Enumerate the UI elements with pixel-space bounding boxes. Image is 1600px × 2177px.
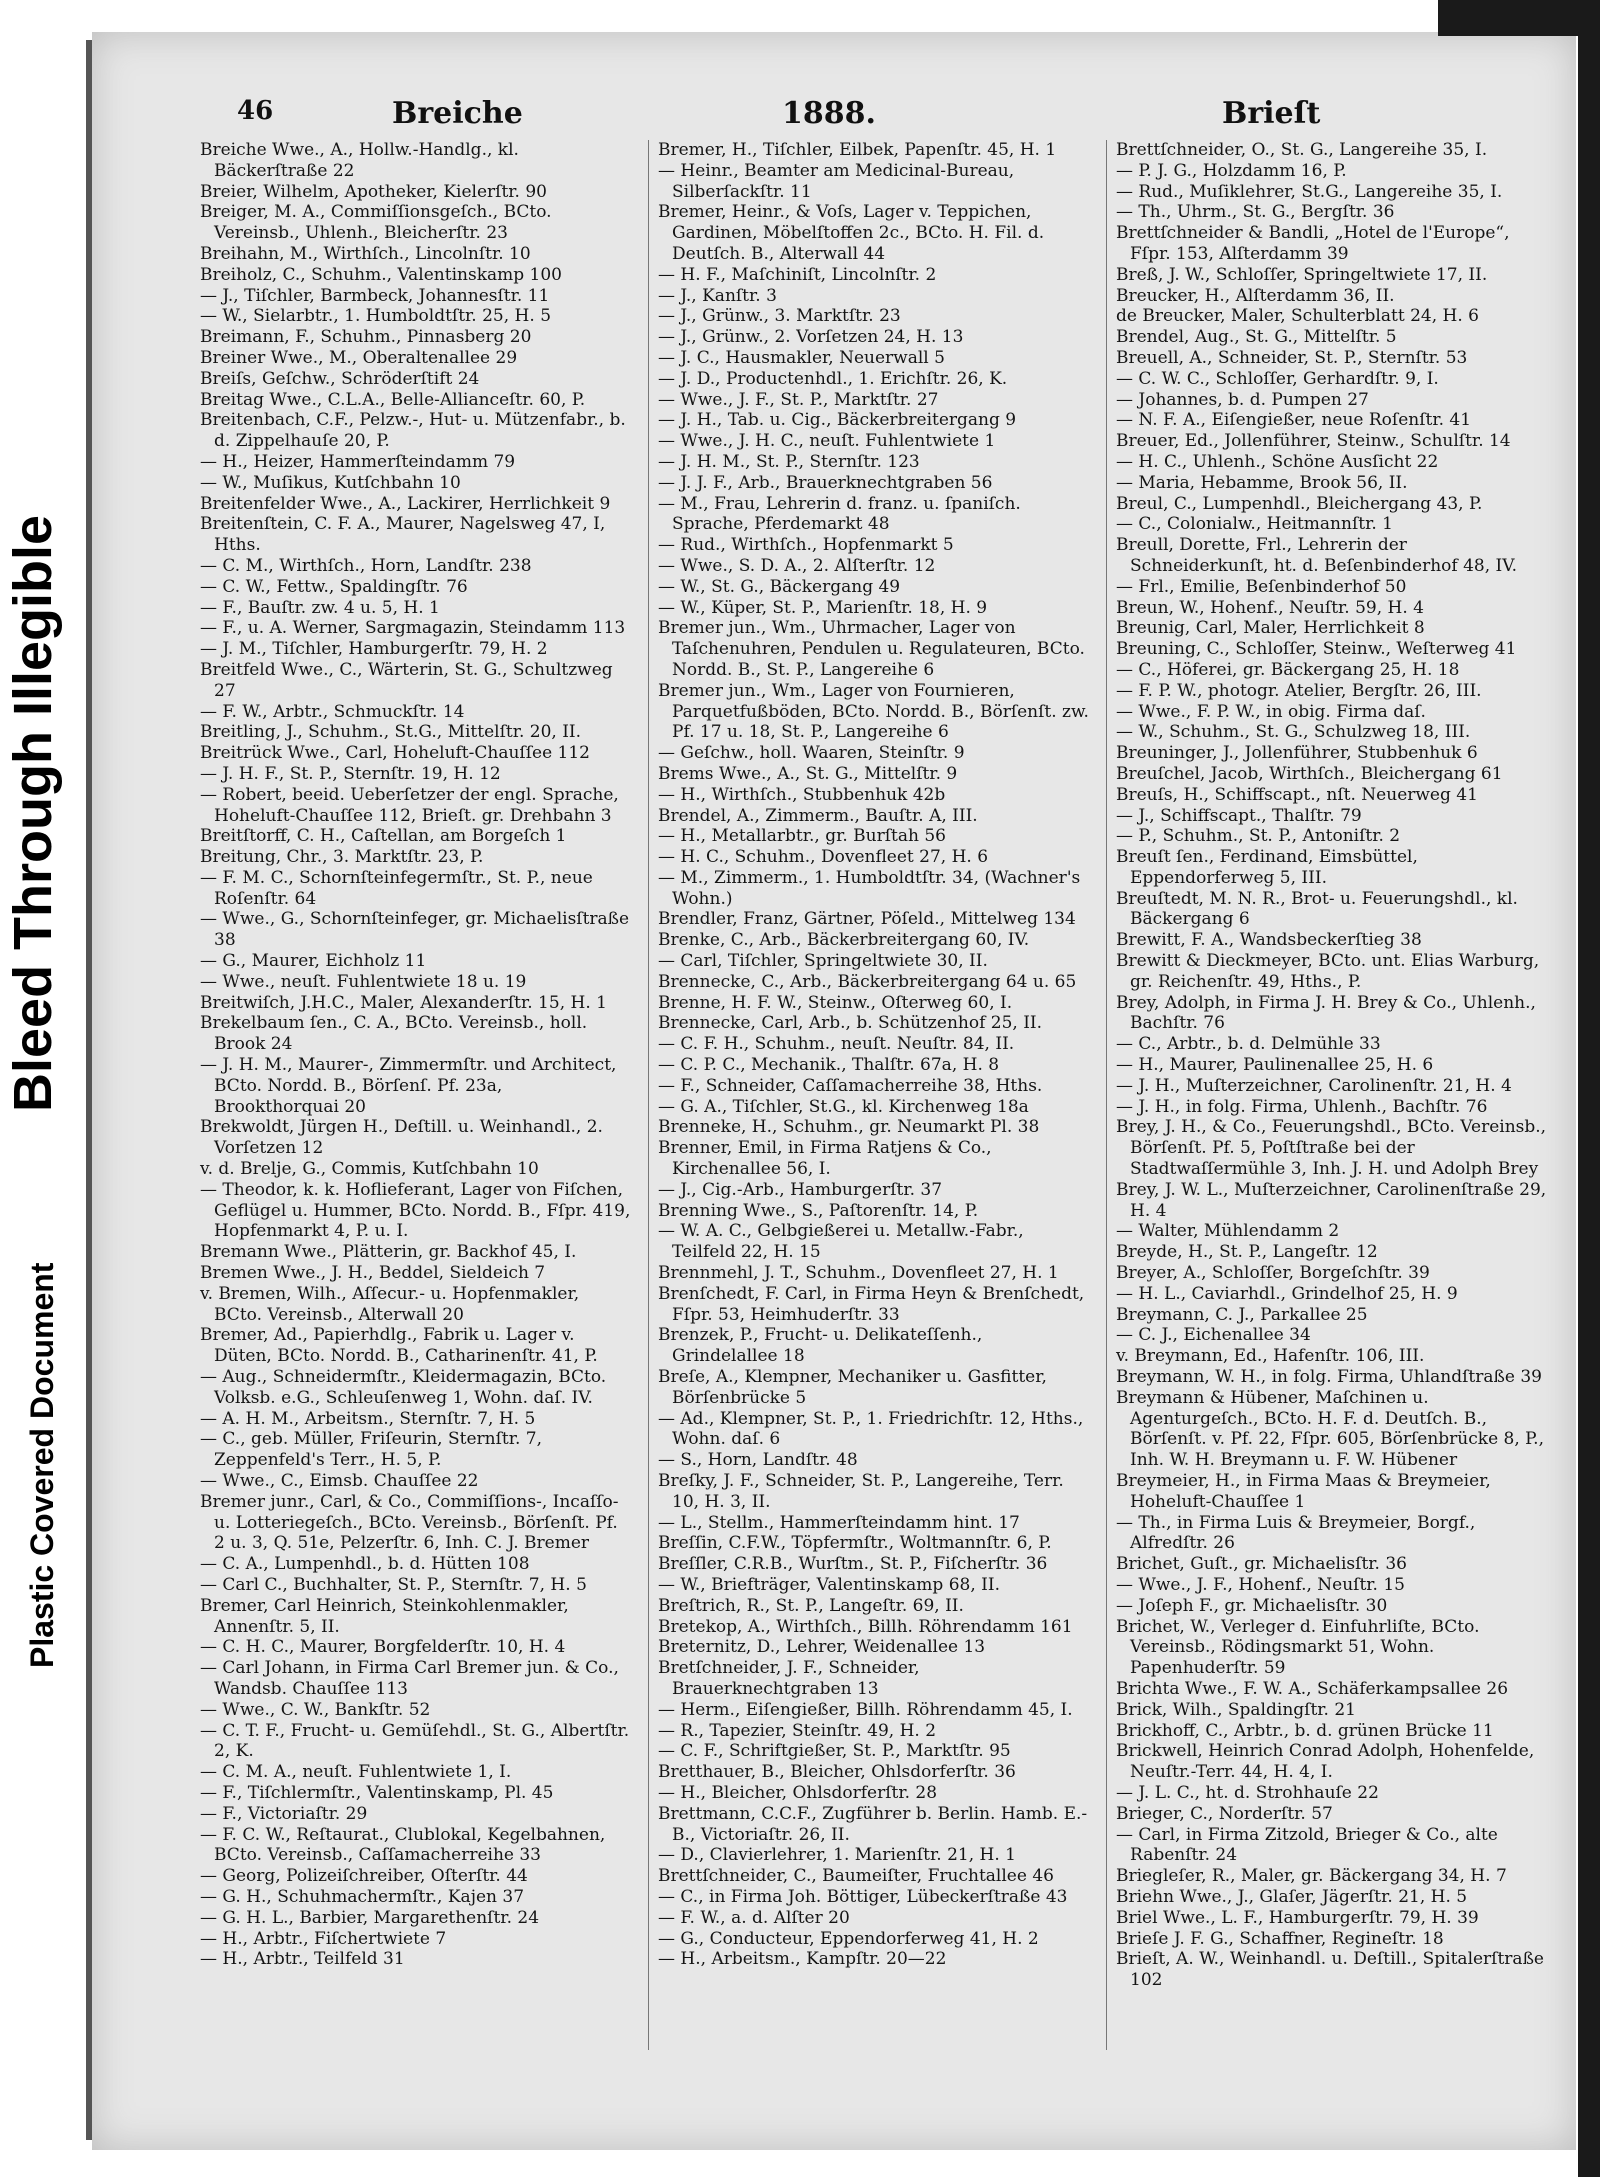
plastic-covered-label: Plastic Covered Document <box>24 1262 60 1668</box>
directory-entry: — Rud., Wirthſch., Hopfenmarkt 5 <box>658 535 954 556</box>
directory-entry: Brettmann, C.C.F., Zugführer b. Berlin. Hamb. E.-B., Victoriaſtr. 26, II. <box>658 1803 1088 1845</box>
directory-entry: Bremer, Heinr., & Voſs, Lager v. Teppichen, Gardinen, Möbelſtoffen 2c., BCto. H. Fil. d. Deutſch. B., Alterwall 44 <box>658 202 1045 264</box>
directory-entry: — P., Schuhm., St. P., Antoniſtr. 2 <box>1116 826 1401 847</box>
directory-entry: Bretſchneider, J. F., Schneider, Brauerknechtgraben 13 <box>658 1658 920 1699</box>
directory-entry: — F., Schneider, Caſſamacherreihe 38, Hths. <box>658 1075 1043 1096</box>
directory-entry: — J. H. M., Maurer-, Zimmermſtr. und Architect, BCto. Nordd. B., Börſenſ. Pf. 23a, Brookthorquai 20 <box>200 1055 617 1117</box>
directory-entry: Brenner, Emil, in Firma Ratjens & Co., Kirchenallee 56, I. <box>658 1138 992 1180</box>
directory-entry: Brenzek, P., Frucht- u. Delikateſſenh., Grindelallee 18 <box>658 1325 983 1367</box>
directory-entry: — H., Metallarbtr., gr. Burſtah 56 <box>658 826 946 847</box>
directory-entry: — C. F. H., Schuhm., neuſt. Neuſtr. 84, II. <box>658 1034 1015 1055</box>
directory-entry: — J. C., Hausmakler, Neuerwall 5 <box>658 347 945 368</box>
directory-entry: Briel Wwe., L. F., Hamburgerſtr. 79, H. 39 <box>1116 1907 1479 1928</box>
directory-entry: Breymann, W. H., in folg. Firma, Uhlandſtraße 39 <box>1116 1367 1542 1388</box>
directory-entry: Brettſchneider & Bandli, „Hotel de l'Europe“, Fſpr. 153, Alſterdamm 39 <box>1116 223 1510 264</box>
directory-entry: — G. H., Schuhmachermſtr., Kajen 37 <box>200 1886 525 1907</box>
scan-top-corner <box>1438 0 1578 36</box>
directory-entry: Breymann & Hübener, Maſchinen u. Agenturgeſch., BCto. H. F. d. Deutſch. B., Börſenſt. v. Pf. 22, Fſpr. 605, Börſenbrücke 8, P., Inh. W. H. Breymann u. F. W. Hübener <box>1116 1387 1544 1471</box>
directory-entry: Breitenfelder Wwe., A., Lackirer, Herrlichkeit 9 <box>200 493 611 514</box>
directory-entry: Bremer, H., Tiſchler, Eilbek, Papenſtr. 45, H. 1 <box>658 140 1057 160</box>
directory-entry: Breull, Dorette, Frl., Lehrerin der Schneiderkunſt, ht. d. Beſenbinderhof 48, IV. <box>1116 535 1517 576</box>
directory-entry: Breucker, H., Alſterdamm 36, II. <box>1116 285 1395 306</box>
directory-entry: Bremen Wwe., J. H., Beddel, Sieldeich 7 <box>200 1263 546 1284</box>
directory-entry: — J. D., Productenhdl., 1. Erichſtr. 26, K. <box>658 368 1008 389</box>
directory-entry: Breuſtedt, M. N. R., Brot- u. Feuerungshdl., kl. Bäckergang 6 <box>1116 888 1518 930</box>
directory-entry: — W., Küper, St. P., Marienſtr. 18, H. 9 <box>658 597 988 618</box>
directory-entry: v. Breymann, Ed., Hafenſtr. 106, III. <box>1116 1346 1425 1367</box>
directory-entry: — W., Sielarbtr., 1. Humboldtſtr. 25, H. 5 <box>200 306 552 327</box>
directory-entry: — J. H., Muſterzeichner, Carolinenſtr. 21, H. 4 <box>1116 1075 1512 1096</box>
directory-entry: — Ad., Klempner, St. P., 1. Friedrichſtr. 12, Hths., Wohn. daſ. 6 <box>658 1408 1084 1450</box>
directory-entry: Breuſs, H., Schiffscapt., nſt. Neuerweg 41 <box>1116 784 1478 805</box>
directory-entry: Breitag Wwe., C.L.A., Belle-Allianceſtr. 60, P. <box>200 389 586 410</box>
directory-entry: — Rud., Muſiklehrer, St.G., Langereihe 35, I. <box>1116 181 1503 202</box>
directory-entry: Brettſchneider, C., Baumeiſter, Fruchtallee 46 <box>658 1866 1054 1887</box>
directory-entry: Breihahn, M., Wirthſch., Lincolnſtr. 10 <box>200 243 531 264</box>
directory-entry: — C., Colonialw., Heitmannſtr. 1 <box>1116 514 1393 535</box>
scan-margin <box>0 0 86 2177</box>
directory-entry: Briehn Wwe., J., Glaſer, Jägerſtr. 21, H. 5 <box>1116 1886 1468 1907</box>
directory-entry: — F. C. W., Reſtaurat., Clublokal, Kegelbahnen, BCto. Vereinsb., Caſſamacherreihe 33 <box>200 1824 606 1866</box>
directory-page <box>92 32 1576 2150</box>
directory-entry: Bremer jun., Wm., Lager von Fournieren, Parquetfußböden, BCto. Nordd. B., Börſenſt. zw. Pf. 17 u. 18, St. P., Langereihe 6 <box>658 680 1089 743</box>
directory-entry: de Breucker, Maler, Schulterblatt 24, H. 6 <box>1116 306 1479 327</box>
directory-entry: — J., Cig.-Arb., Hamburgerſtr. 37 <box>658 1179 943 1200</box>
directory-entry: — Wwe., S. D. A., 2. Alſterſtr. 12 <box>658 555 936 576</box>
header-year: 1888. <box>782 96 876 131</box>
directory-entry: — H., Maurer, Paulinenallee 25, H. 6 <box>1116 1055 1434 1076</box>
directory-entry: Brenſchedt, F. Carl, in Firma Heyn & Brenſchedt, Fſpr. 53, Heimhuderſtr. 33 <box>658 1283 1085 1325</box>
directory-entry: — H. C., Uhlenh., Schöne Ausſicht 22 <box>1116 451 1439 472</box>
directory-entry: Brewitt, F. A., Wandsbeckerſtieg 38 <box>1116 930 1422 951</box>
directory-entry: — W., Briefträger, Valentinskamp 68, II. <box>658 1574 1000 1595</box>
directory-entry: — W., St. G., Bäckergang 49 <box>658 576 901 597</box>
directory-entry: Brenke, C., Arb., Bäckerbreitergang 60, IV. <box>658 930 1030 951</box>
directory-entry: Breß, J. W., Schloſſer, Springeltwiete 17, II. <box>1116 264 1488 285</box>
directory-entry: Breſtrich, R., St. P., Langeſtr. 69, II. <box>658 1595 964 1616</box>
directory-entry: — Wwe., neuſt. Fuhlentwiete 18 u. 19 <box>200 971 527 992</box>
directory-entry: Brettſchneider, O., St. G., Langereihe 35, I. <box>1116 140 1488 160</box>
directory-entry: — Herm., Eiſengießer, Billh. Röhrendamm 45, I. <box>658 1699 1073 1720</box>
directory-entry: — J., Grünw., 2. Vorſetzen 24, H. 13 <box>658 327 964 348</box>
directory-entry: Brendel, A., Zimmerm., Bauſtr. A, III. <box>658 805 978 826</box>
directory-entry: — C., Höferei, gr. Bäckergang 25, H. 18 <box>1116 659 1460 680</box>
directory-entry: — F., u. A. Werner, Sargmagazin, Steindamm 113 <box>200 618 626 639</box>
directory-entry: Breuninger, J., Jollenführer, Stubbenhuk 6 <box>1116 743 1478 764</box>
directory-entry: Brekelbaum ſen., C. A., BCto. Vereinsb., holl. Brook 24 <box>200 1013 588 1055</box>
directory-entry: Breitfeld Wwe., C., Wärterin, St. G., Schultzweg 27 <box>200 659 613 701</box>
directory-entry: — Aug., Schneidermſtr., Kleidermagazin, BCto. Volksb. e.G., Schleuſenweg 1, Wohn. daſ. IV. <box>200 1367 607 1408</box>
directory-entry: Breier, Wilhelm, Apotheker, Kielerſtr. 90 <box>200 181 547 202</box>
directory-entry: Brickwell, Heinrich Conrad Adolph, Hohenfelde, Neuſtr.-Terr. 44, H. 4, I. <box>1116 1741 1535 1783</box>
directory-entry: — C. W., Fettw., Spaldingſtr. 76 <box>200 576 468 597</box>
column-1 <box>200 140 632 1970</box>
directory-entry: v. d. Brelje, G., Commis, Kutſchbahn 10 <box>200 1159 539 1180</box>
directory-entry: — C. J., Eichenallee 34 <box>1116 1325 1311 1346</box>
directory-entry: Brey, J. W. L., Muſterzeichner, Carolinenſtraße 29, H. 4 <box>1116 1179 1547 1221</box>
directory-entry: Breyer, A., Schloſſer, Borgeſchſtr. 39 <box>1116 1263 1430 1284</box>
directory-entry: — A. H. M., Arbeitsm., Sternſtr. 7, H. 5 <box>200 1408 536 1429</box>
directory-entry: Bremann Wwe., Plätterin, gr. Backhof 45, I. <box>200 1242 577 1263</box>
directory-entry: Breun, W., Hohenf., Neuſtr. 59, H. 4 <box>1116 597 1424 618</box>
directory-entry: Brieſt, A. W., Weinhandl. u. Deſtill., Spitalerſtraße 102 <box>1116 1949 1544 1991</box>
directory-entry: Brickhoff, C., Arbtr., b. d. grünen Brücke 11 <box>1116 1720 1494 1741</box>
directory-entry: — S., Horn, Landſtr. 48 <box>658 1450 858 1471</box>
directory-entry: Brenning Wwe., S., Paſtorenſtr. 14, P. <box>658 1200 979 1221</box>
directory-entry: — Robert, beeid. Ueberſetzer der engl. Sprache, Hoheluft-Chauſſee 112, Brieſt. gr. Drehbahn 3 <box>200 784 619 826</box>
directory-entry: Brenne, H. F. W., Steinw., Oſterweg 60, I. <box>658 992 1013 1013</box>
directory-entry: — N. F. A., Eiſengießer, neue Roſenſtr. 41 <box>1116 410 1472 431</box>
directory-entry: — D., Clavierlehrer, 1. Marienſtr. 21, H. 1 <box>658 1845 1016 1866</box>
page-number: 46 <box>237 96 274 126</box>
directory-entry: Brekwoldt, Jürgen H., Deſtill. u. Weinhandl., 2. Vorſetzen 12 <box>200 1117 603 1159</box>
directory-entry: Breymann, C. J., Parkallee 25 <box>1116 1304 1368 1325</box>
directory-entry: Brichta Wwe., F. W. A., Schäferkampsallee 26 <box>1116 1678 1509 1699</box>
directory-entry: — Carl, Tiſchler, Springeltwiete 30, II. <box>658 951 988 972</box>
directory-entry: Breimann, F., Schuhm., Pinnasberg 20 <box>200 327 532 348</box>
directory-entry: Breyde, H., St. P., Langeſtr. 12 <box>1116 1242 1378 1263</box>
directory-entry: — F. W., Arbtr., Schmuckſtr. 14 <box>200 701 465 722</box>
directory-entry: — G., Maurer, Eichholz 11 <box>200 951 427 972</box>
directory-entry: Breitling, J., Schuhm., St.G., Mittelſtr. 20, II. <box>200 722 582 743</box>
header-right-word: Brieſt <box>1222 96 1321 131</box>
directory-entry: — H., Wirthſch., Stubbenhuk 42b <box>658 784 946 805</box>
header-left-word: Breiche <box>392 96 523 131</box>
directory-entry: — Wwe., J. F., Hohenf., Neuſtr. 15 <box>1116 1574 1405 1595</box>
directory-entry: — C., in Firma Joh. Böttiger, Lübeckerſtraße 43 <box>658 1886 1068 1907</box>
directory-entry: — G. A., Tiſchler, St.G., kl. Kirchenweg 18a <box>658 1096 1029 1117</box>
directory-entry: — H. C., Schuhm., Dovenfleet 27, H. 6 <box>658 847 989 868</box>
directory-entry: Breiger, M. A., Commiſſionsgeſch., BCto. Vereinsb., Uhlenh., Bleicherſtr. 23 <box>200 202 552 244</box>
directory-entry: Breuer, Ed., Jollenführer, Steinw., Schulſtr. 14 <box>1116 431 1511 452</box>
directory-entry: — H., Arbeitsm., Kampſtr. 20—22 <box>658 1949 947 1970</box>
directory-entry: Breitenſtein, C. F. A., Maurer, Nagelsweg 47, I, Hths. <box>200 514 606 556</box>
directory-entry: v. Bremen, Wilh., Aſſecur.- u. Hopfenmakler, BCto. Vereinsb., Alterwall 20 <box>200 1283 580 1325</box>
directory-entry: Bremer jun., Wm., Uhrmacher, Lager von Taſchenuhren, Pendulen u. Regulateuren, BCto. Nordd. B., St. P., Langereihe 6 <box>658 618 1085 680</box>
directory-entry: Brennecke, C., Arb., Bäckerbreitergang 64 u. 65 <box>658 971 1077 992</box>
directory-entry: — C. M. A., neuſt. Fuhlentwiete 1, I. <box>200 1762 512 1783</box>
directory-entry: — C., Arbtr., b. d. Delmühle 33 <box>1116 1034 1381 1055</box>
directory-entry: Brems Wwe., A., St. G., Mittelſtr. 9 <box>658 763 958 784</box>
directory-entry: Breitung, Chr., 3. Marktſtr. 23, P. <box>200 847 484 868</box>
directory-entry: Breuſchel, Jacob, Wirthſch., Bleichergang 61 <box>1116 763 1503 784</box>
directory-entry: — Geſchw., holl. Waaren, Steinſtr. 9 <box>658 743 965 764</box>
directory-entry: — P. J. G., Holzdamm 16, P. <box>1116 160 1347 181</box>
directory-entry: Brick, Wilh., Spaldingſtr. 21 <box>1116 1699 1356 1720</box>
directory-entry: — G. H. L., Barbier, Margarethenſtr. 24 <box>200 1907 540 1928</box>
directory-entry: — C. F., Schriftgießer, St. P., Marktſtr. 95 <box>658 1741 1011 1762</box>
directory-entry: — Georg, Polizeiſchreiber, Oſterſtr. 44 <box>200 1866 528 1887</box>
directory-entry: — C., geb. Müller, Friſeurin, Sternſtr. 7, Zeppenfeld's Terr., H. 5, P. <box>200 1429 543 1471</box>
column-2 <box>658 140 1090 1970</box>
directory-entry: Brichet, Guſt., gr. Michaelisſtr. 36 <box>1116 1554 1407 1575</box>
directory-entry: — C. P. C., Mechanik., Thalſtr. 67a, H. 8 <box>658 1055 1000 1076</box>
directory-entry: Breſky, J. F., Schneider, St. P., Langereihe, Terr. 10, H. 3, II. <box>658 1471 1064 1512</box>
directory-entry: Breſe, A., Klempner, Mechaniker u. Gasfitter, Börſenbrücke 5 <box>658 1367 1047 1408</box>
directory-entry: — Walter, Mühlendamm 2 <box>1116 1221 1340 1242</box>
directory-entry: Brennmehl, J. T., Schuhm., Dovenfleet 27, H. 1 <box>658 1263 1059 1284</box>
directory-entry: — J. J. F., Arb., Brauerknechtgraben 56 <box>658 472 993 493</box>
column-rule <box>1106 140 1107 2050</box>
directory-entry: Bremer junr., Carl, & Co., Commiſſions-, Incaſſo- u. Lotteriegeſch., BCto. Vereinsb., Börſenſt. Pf. 2 u. 3, Q. 51e, Pelzerſtr. 6, Inh. C. J. Bremer <box>200 1491 619 1554</box>
directory-entry: Breul, C., Lumpenhdl., Bleichergang 43, P. <box>1116 493 1483 514</box>
directory-entry: — H., Bleicher, Ohlsdorferſtr. 28 <box>658 1782 938 1803</box>
directory-entry: Briegleſer, R., Maler, gr. Bäckergang 34, H. 7 <box>1116 1866 1507 1887</box>
directory-entry: Breiholz, C., Schuhm., Valentinskamp 100 <box>200 264 562 285</box>
directory-entry: — Heinr., Beamter am Medicinal-Bureau, Silberſackſtr. 11 <box>658 160 1015 202</box>
directory-entry: — Wwe., F. P. W., in obig. Firma daſ. <box>1116 701 1426 722</box>
directory-entry: Brendler, Franz, Gärtner, Pöſeld., Mittelweg 134 <box>658 909 1076 930</box>
directory-entry: — F. W., a. d. Alſter 20 <box>658 1907 850 1928</box>
directory-entry: — F., Bauſtr. zw. 4 u. 5, H. 1 <box>200 597 440 618</box>
directory-entry: — F., Tiſchlermſtr., Valentinskamp, Pl. 45 <box>200 1782 554 1803</box>
directory-entry: — H. L., Caviarhdl., Grindelhof 25, H. 9 <box>1116 1283 1458 1304</box>
directory-entry: — J. H., in folg. Firma, Uhlenh., Bachſtr. 76 <box>1116 1096 1488 1117</box>
directory-entry: Breiche Wwe., A., Hollw.-Handlg., kl. Bäckerſtraße 22 <box>200 140 519 181</box>
column-rule <box>648 140 649 2050</box>
directory-entry: — Th., Uhrm., St. G., Bergſtr. 36 <box>1116 202 1395 223</box>
directory-entry: Bremer, Carl Heinrich, Steinkohlenmakler, Annenſtr. 5, II. <box>200 1595 569 1637</box>
directory-entry: Brewitt & Dieckmeyer, BCto. unt. Elias Warburg, gr. Reichenſtr. 49, Hths., P. <box>1116 951 1540 992</box>
directory-entry: — W., Schuhm., St. G., Schulzweg 18, III. <box>1116 722 1471 743</box>
directory-entry: — J., Schiffscapt., Thalſtr. 79 <box>1116 805 1362 826</box>
directory-entry: — Wwe., C. W., Bankſtr. 52 <box>200 1699 431 1720</box>
directory-entry: Brichet, W., Verleger d. Einfuhrliſte, BCto. Vereinsb., Rödingsmarkt 51, Wohn. Papenhuderſtr. 59 <box>1116 1616 1480 1679</box>
directory-entry: — C. M., Wirthſch., Horn, Landſtr. 238 <box>200 555 532 576</box>
page-header <box>92 96 1576 136</box>
directory-entry: Brennecke, Carl, Arb., b. Schützenhof 25, II. <box>658 1013 1043 1034</box>
directory-entry: — Wwe., C., Eimsb. Chauſſee 22 <box>200 1471 479 1491</box>
directory-entry: Breymeier, H., in Firma Maas & Breymeier, Hoheluft-Chauſſee 1 <box>1116 1471 1491 1512</box>
directory-entry: Breuſt ſen., Ferdinand, Eimsbüttel, Eppendorferweg 5, III. <box>1116 847 1418 888</box>
directory-entry: — J. L. C., ht. d. Strohhauſe 22 <box>1116 1782 1379 1803</box>
directory-entry: — J., Grünw., 3. Marktſtr. 23 <box>658 306 901 327</box>
directory-entry: — L., Stellm., Hammerſteindamm hint. 17 <box>658 1512 1020 1533</box>
directory-entry: Bremer, Ad., Papierhdlg., Fabrik u. Lager v. Düten, BCto. Nordd. B., Catharinenſtr. 41, P. <box>200 1325 598 1367</box>
directory-entry: — J. M., Tiſchler, Hamburgerſtr. 79, H. 2 <box>200 639 548 660</box>
directory-entry: — H., Arbtr., Fiſchertwiete 7 <box>200 1928 447 1949</box>
directory-entry: — F. M. C., Schornſteinfegermſtr., St. P., neue Roſenſtr. 64 <box>200 867 593 909</box>
directory-entry: — Carl Johann, in Firma Carl Bremer jun. & Co., Wandsb. Chauſſee 113 <box>200 1658 619 1699</box>
scan-right-border <box>1578 0 1600 2177</box>
directory-entry: — C. W. C., Schloſſer, Gerhardſtr. 9, I. <box>1116 368 1439 389</box>
directory-entry: — R., Tapezier, Steinſtr. 49, H. 2 <box>658 1720 937 1741</box>
directory-entry: Breuning, C., Schloſſer, Steinw., Weſterweg 41 <box>1116 639 1517 660</box>
directory-entry: Breternitz, D., Lehrer, Weidenallee 13 <box>658 1637 986 1658</box>
directory-entry: Breitwiſch, J.H.C., Maler, Alexanderſtr. 15, H. 1 <box>200 992 607 1013</box>
directory-entry: Breuell, A., Schneider, St. P., Sternſtr. 53 <box>1116 347 1468 368</box>
directory-entry: — W., Muſikus, Kutſchbahn 10 <box>200 472 461 493</box>
directory-entry: Brenneke, H., Schuhm., gr. Neumarkt Pl. 38 <box>658 1117 1040 1138</box>
directory-entry: — Johannes, b. d. Pumpen 27 <box>1116 389 1369 410</box>
directory-entry: — Theodor, k. k. Hoflieferant, Lager von Fiſchen, Geflügel u. Hummer, BCto. Nordd. B., Fſpr. 419, Hopfenmarkt 4, P. u. I. <box>200 1179 631 1242</box>
directory-entry: — M., Zimmerm., 1. Humboldtſtr. 34, (Wachner's Wohn.) <box>658 867 1081 909</box>
directory-entry: — J. H., Tab. u. Cig., Bäckerbreitergang 9 <box>658 410 1017 431</box>
directory-entry: — Wwe., J. F., St. P., Marktſtr. 27 <box>658 389 939 410</box>
directory-entry: Brieſe J. F. G., Schaffner, Regineſtr. 18 <box>1116 1928 1444 1949</box>
directory-entry: — Carl C., Buchhalter, St. P., Sternſtr. 7, H. 5 <box>200 1574 587 1595</box>
directory-entry: — Maria, Hebamme, Brook 56, II. <box>1116 472 1408 493</box>
directory-entry: Brieger, C., Norderſtr. 57 <box>1116 1803 1333 1824</box>
directory-entry: — J., Tiſchler, Barmbeck, Johannesſtr. 11 <box>200 285 550 306</box>
directory-entry: — C. T. F., Frucht- u. Gemüſehdl., St. G., Albertſtr. 2, K. <box>200 1720 630 1762</box>
directory-entry: Brendel, Aug., St. G., Mittelſtr. 5 <box>1116 327 1397 348</box>
directory-entry: — M., Frau, Lehrerin d. franz. u. ſpaniſch. Sprache, Pferdemarkt 48 <box>658 493 1021 535</box>
directory-entry: — Carl, in Firma Zitzold, Brieger & Co., alte Rabenſtr. 24 <box>1116 1824 1498 1866</box>
directory-entry: Breiner Wwe., M., Oberaltenallee 29 <box>200 347 518 368</box>
directory-entry: Breitrück Wwe., Carl, Hoheluft-Chauſſee 112 <box>200 743 590 764</box>
directory-entry: — W. A. C., Gelbgießerei u. Metallw.-Fabr., Teilfeld 22, H. 15 <box>658 1221 1024 1263</box>
directory-entry: — F. P. W., photogr. Atelier, Bergſtr. 26, III. <box>1116 680 1482 701</box>
directory-entry: — C. A., Lumpenhdl., b. d. Hütten 108 <box>200 1554 530 1575</box>
directory-entry: Breitſtorff, C. H., Caſtellan, am Borgeſch 1 <box>200 826 567 847</box>
directory-entry: Bretthauer, B., Bleicher, Ohlsdorferſtr. 36 <box>658 1762 1016 1783</box>
directory-entry: — Wwe., G., Schornſteinfeger, gr. Michaelisſtraße 38 <box>200 909 630 951</box>
directory-entry: Breitenbach, C.F., Pelzw.-, Hut- u. Mützenfabr., b. d. Zippelhauſe 20, P. <box>200 410 626 452</box>
directory-entry: — Wwe., J. H. C., neuſt. Fuhlentwiete 1 <box>658 431 996 452</box>
directory-entry: — H., Arbtr., Teilfeld 31 <box>200 1949 405 1970</box>
directory-entry: — H., Heizer, Hammerſteindamm 79 <box>200 451 516 472</box>
directory-entry: — F., Victoriaſtr. 29 <box>200 1803 368 1824</box>
directory-entry: — J., Kanſtr. 3 <box>658 285 777 306</box>
column-3 <box>1116 140 1548 1991</box>
bleed-through-label: Bleed Through Illegible <box>3 514 63 1112</box>
directory-entry: Breiſs, Geſchw., Schröderſtift 24 <box>200 368 480 389</box>
directory-entry: — J. H. M., St. P., Sternſtr. 123 <box>658 451 920 472</box>
directory-entry: Bretekop, A., Wirthſch., Billh. Röhrendamm 161 <box>658 1616 1073 1637</box>
directory-entry: — H. F., Maſchiniſt, Lincolnſtr. 2 <box>658 264 937 285</box>
directory-entry: — C. H. C., Maurer, Borgfelderſtr. 10, H. 4 <box>200 1637 566 1658</box>
directory-entry: Brey, Adolph, in Firma J. H. Brey & Co., Uhlenh., Bachſtr. 76 <box>1116 992 1536 1034</box>
directory-entry: — Frl., Emilie, Beſenbinderhof 50 <box>1116 576 1407 597</box>
directory-entry: — Joſeph F., gr. Michaelisſtr. 30 <box>1116 1595 1388 1616</box>
directory-entry: — G., Conducteur, Eppendorferweg 41, H. 2 <box>658 1928 1039 1949</box>
directory-entry: Breunig, Carl, Maler, Herrlichkeit 8 <box>1116 618 1425 639</box>
directory-entry: — J. H. F., St. P., Sternſtr. 19, H. 12 <box>200 763 501 784</box>
directory-entry: — Th., in Firma Luis & Breymeier, Borgf., Alfredſtr. 26 <box>1116 1512 1476 1554</box>
directory-entry: Breſſin, C.F.W., Töpfermſtr., Woltmannſtr. 6, P. <box>658 1533 1052 1554</box>
directory-entry: Brey, J. H., & Co., Feuerungshdl., BCto. Vereinsb., Börſenſt. Pf. 5, Poſtſtraße bei der Stadtwaſſermühle 3, Inh. J. H. und Adolph Brey <box>1116 1117 1547 1180</box>
directory-entry: Breſſler, C.R.B., Wurſtm., St. P., Fiſcherſtr. 36 <box>658 1554 1048 1575</box>
